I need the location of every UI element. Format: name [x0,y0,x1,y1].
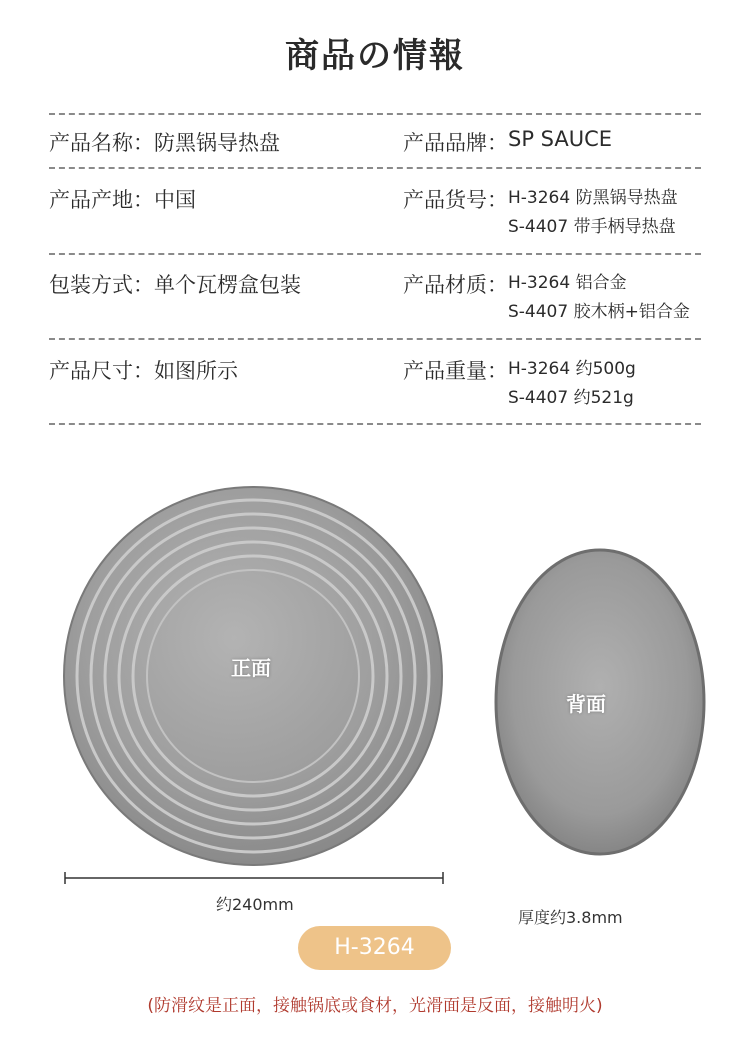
spec-model-values [508,184,678,242]
page-title: 商品の情報 [285,36,465,76]
spec-model [403,184,678,242]
spec-origin-label: 产品产地： [49,188,154,212]
spec-weight-value-2: S-4407 约521g [508,388,634,408]
spec-pack-value: 单个瓦楞盒包装 [154,273,301,297]
spec-brand-label: 产品品牌： [403,131,508,155]
spec-material-label: 产品材质： [403,273,508,297]
spec-material-values [508,269,690,327]
spec-weight-label: 产品重量： [403,359,508,383]
divider [49,167,701,169]
spec-brand [403,127,612,157]
spec-origin-value: 中国 [154,188,196,212]
divider [49,113,701,115]
spec-name [49,127,280,157]
spec-model-value-1: H-3264 防黑锅导热盘 [508,188,678,208]
spec-weight [403,355,636,413]
spec-material [403,269,690,327]
divider [49,423,701,425]
spec-material-value-1: H-3264 铝合金 [508,273,627,293]
model-badge: H-3264 [298,926,451,970]
spec-weight-values [508,355,636,413]
divider [49,253,701,255]
spec-model-value-2: S-4407 带手柄导热盘 [508,217,676,237]
diameter-measure-line [64,870,444,886]
spec-size-label: 产品尺寸： [49,359,154,383]
spec-size-value: 如图所示 [154,359,238,383]
spec-name-label: 产品名称： [49,131,154,155]
divider [49,338,701,340]
spec-model-label: 产品货号： [403,188,508,212]
spec-pack [49,269,301,299]
back-label: 背面 [566,692,606,716]
spec-brand-value: SP SAUCE [508,127,613,151]
spec-name-value: 防黑锅导热盘 [154,131,280,155]
spec-size [49,355,238,385]
front-label: 正面 [231,656,271,680]
spec-material-value-2: S-4407 胶木柄+铝合金 [508,302,690,322]
spec-pack-label: 包装方式： [49,273,154,297]
thickness-text: 厚度约3.8mm [518,908,623,927]
usage-note: (防滑纹是正面，接触锅底或食材，光滑面是反面，接触明火) [147,996,603,1016]
spec-weight-value-1: H-3264 约500g [508,359,636,379]
diameter-text: 约240mm [216,895,294,914]
spec-origin [49,184,196,214]
